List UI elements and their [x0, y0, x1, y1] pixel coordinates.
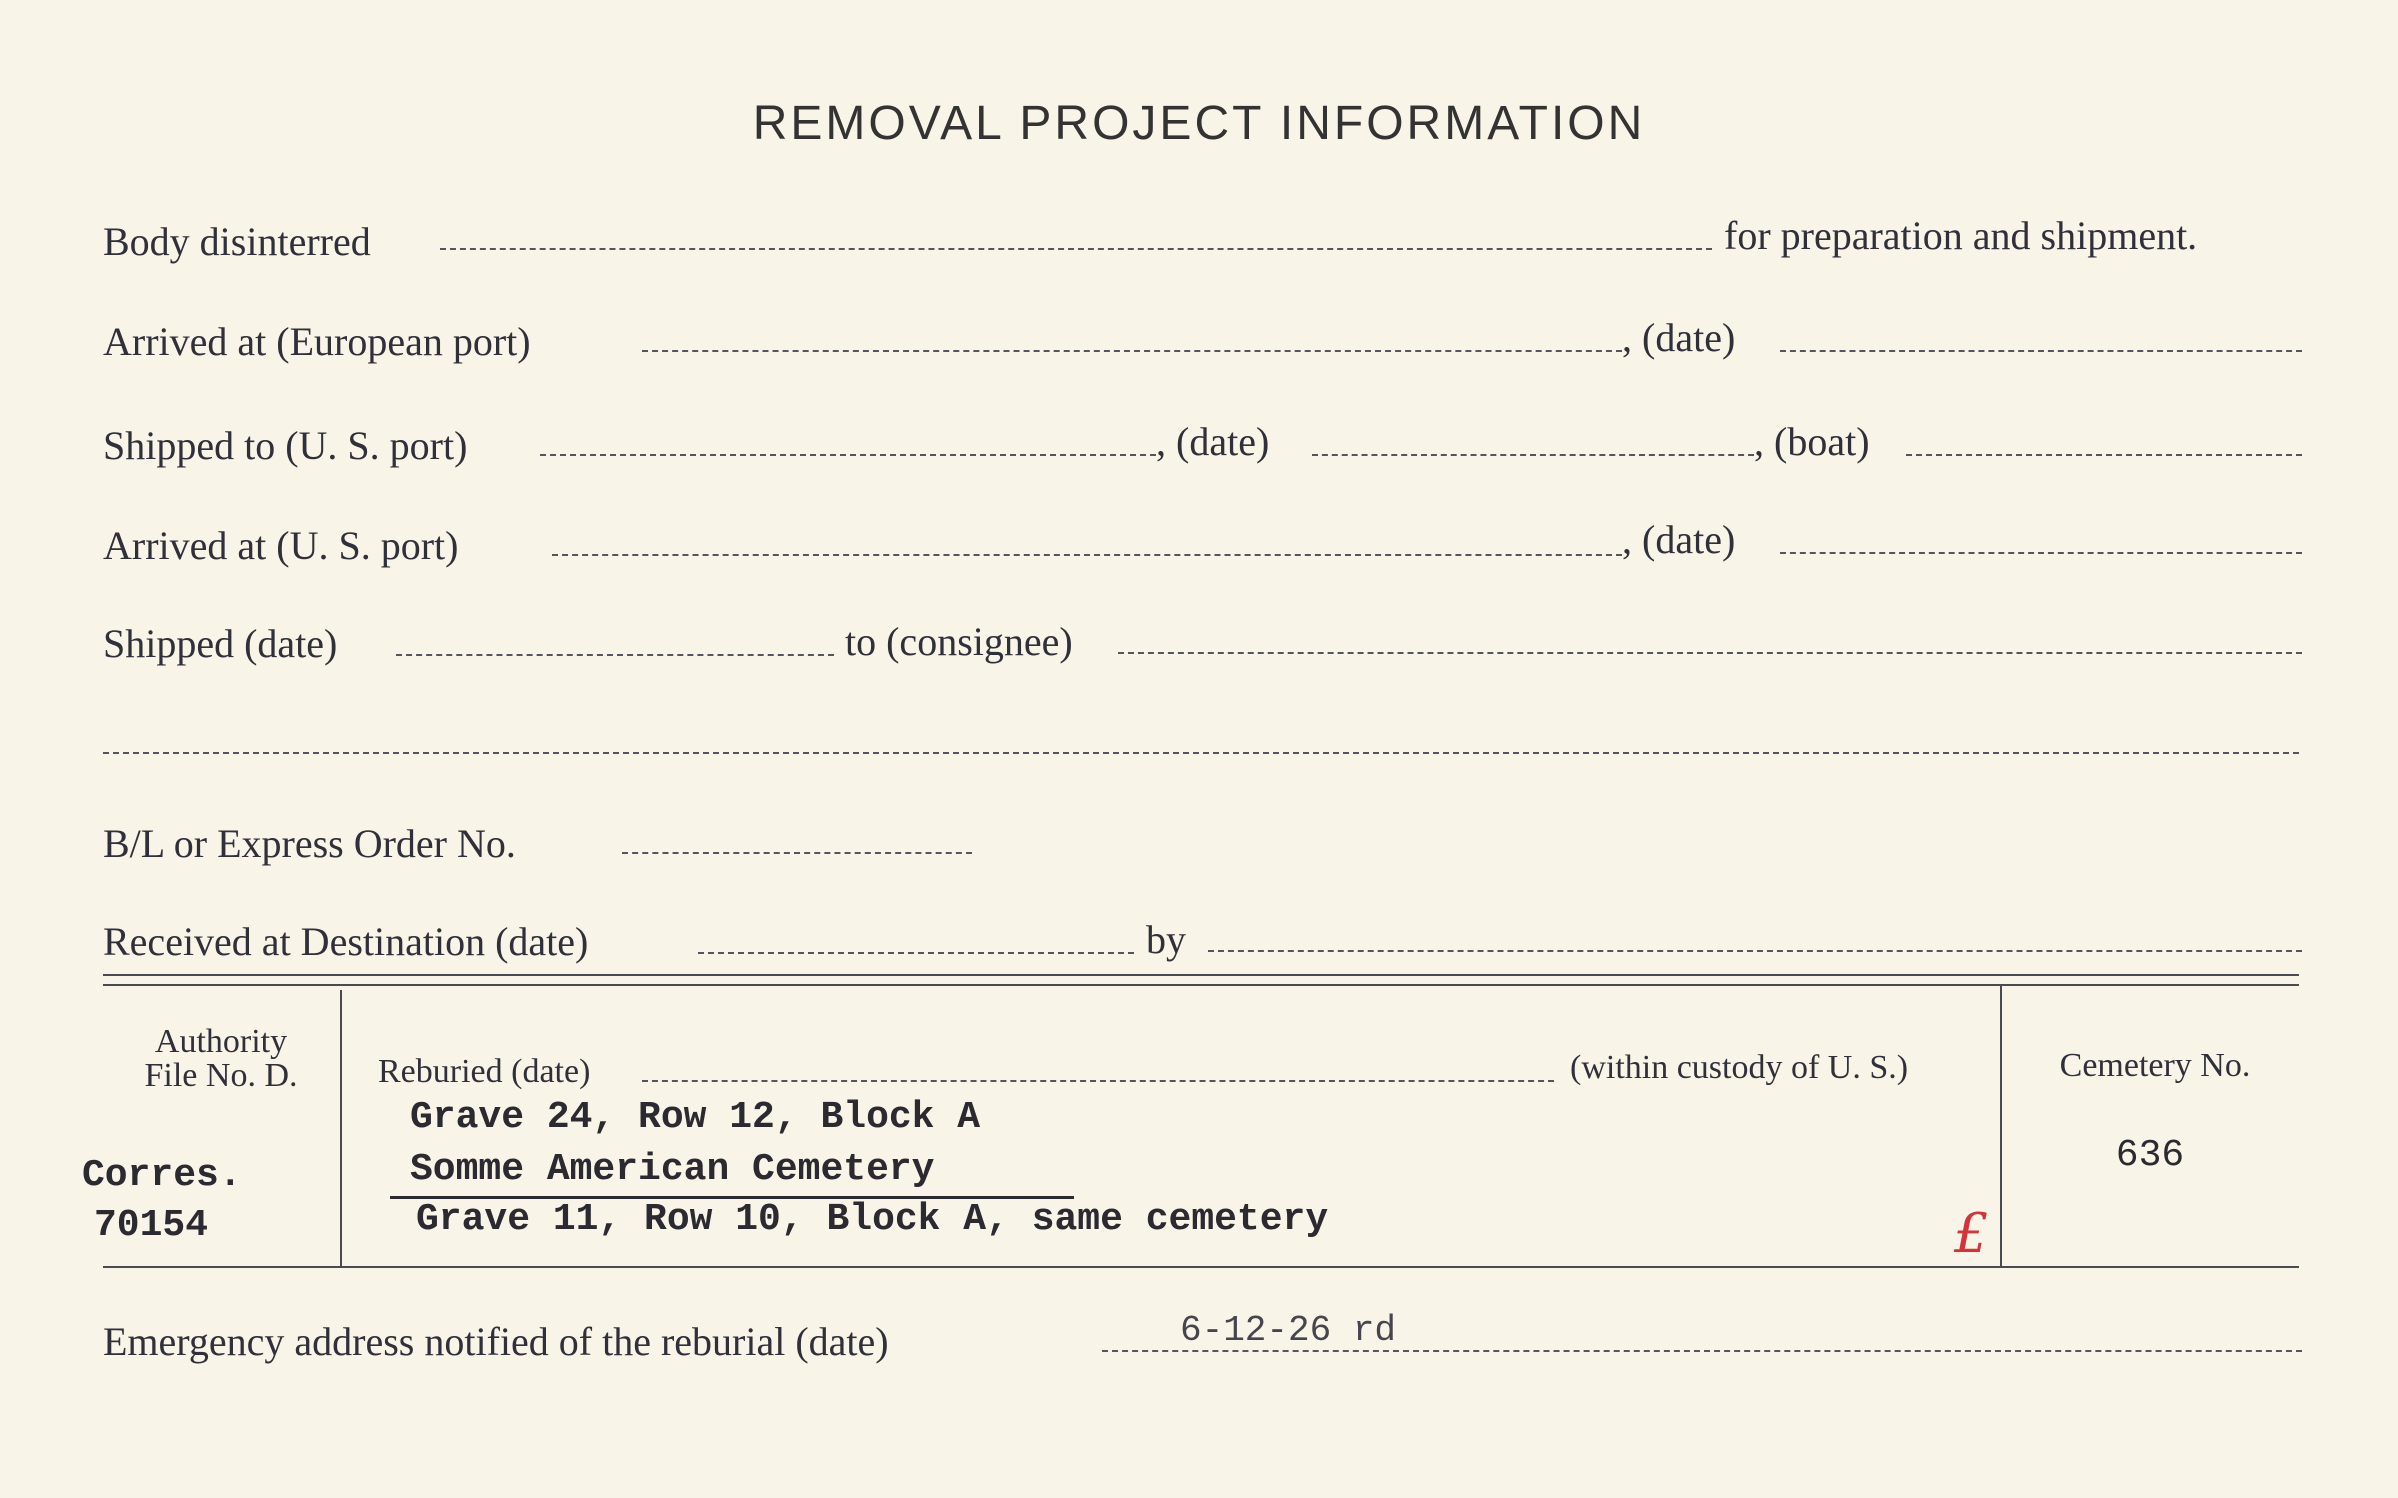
grave-line-1: Grave 24, Row 12, Block A	[410, 1096, 981, 1139]
disinterred-suffix: for preparation and shipment.	[1724, 213, 2198, 258]
shipped-us-date-field[interactable]	[1312, 454, 1754, 456]
bl-order-field[interactable]	[622, 852, 972, 854]
corres-number: 70154	[94, 1204, 209, 1247]
received-destination-label: Received at Destination (date)	[103, 919, 589, 964]
authority-label-line2: File No. D.	[144, 1057, 298, 1094]
shipped-date-field[interactable]	[396, 654, 834, 656]
table-divider-left	[340, 990, 342, 1266]
table-top-rule-2	[103, 984, 2299, 986]
authority-label-line1: Authority	[154, 1023, 288, 1060]
shipped-us-date-label: , (date)	[1156, 419, 1270, 464]
arrived-european-port-label: Arrived at (European port)	[103, 319, 531, 364]
shipped-us-boat-field[interactable]	[1906, 454, 2302, 456]
consignee-continuation-field[interactable]	[103, 752, 2299, 754]
arrived-us-date-field[interactable]	[1780, 552, 2302, 554]
shipped-us-port-field[interactable]	[540, 454, 1156, 456]
shipped-us-boat-label: , (boat)	[1754, 419, 1870, 464]
received-date-field[interactable]	[698, 952, 1134, 954]
shipped-us-port-label: Shipped to (U. S. port)	[103, 423, 468, 468]
cemetery-label: Cemetery No.	[2059, 1047, 2251, 1084]
shipped-date-label: Shipped (date)	[103, 621, 338, 666]
grave-line-3: Grave 11, Row 10, Block A, same cemetery	[416, 1198, 1329, 1241]
emergency-date-field[interactable]	[1102, 1350, 2302, 1352]
arrived-european-date-field[interactable]	[1780, 350, 2302, 352]
consignee-field[interactable]	[1118, 652, 2302, 654]
received-by-field[interactable]	[1208, 950, 2302, 952]
arrived-european-date-label: , (date)	[1622, 315, 1736, 360]
reburied-date-field[interactable]	[642, 1080, 1554, 1082]
card-title: REMOVAL PROJECT INFORMATION	[752, 97, 1646, 150]
red-check-mark: £	[1954, 1202, 1989, 1265]
custody-label: (within custody of U. S.)	[1570, 1049, 1909, 1086]
arrived-us-port-label: Arrived at (U. S. port)	[103, 523, 459, 568]
table-bottom-rule	[103, 1266, 2299, 1268]
disinterred-label: Body disinterred	[103, 219, 371, 264]
arrived-european-port-field[interactable]	[642, 350, 1622, 352]
disinterred-field[interactable]	[440, 248, 1712, 250]
grave-line-2: Somme American Cemetery	[410, 1148, 935, 1191]
consignee-label: to (consignee)	[845, 619, 1073, 664]
table-divider-right	[2000, 984, 2002, 1266]
emergency-date-value: 6-12-26 rd	[1180, 1310, 1397, 1351]
emergency-label: Emergency address notified of the reburial (date)	[103, 1319, 889, 1364]
corres-label: Corres.	[82, 1154, 242, 1197]
arrived-us-port-field[interactable]	[552, 554, 1622, 556]
cemetery-number: 636	[2115, 1134, 2185, 1177]
table-top-rule-1	[103, 974, 2299, 976]
bl-order-label: B/L or Express Order No.	[103, 821, 516, 866]
reburied-label: Reburied (date)	[378, 1053, 591, 1090]
received-by-label: by	[1146, 917, 1186, 962]
arrived-us-date-label: , (date)	[1622, 517, 1736, 562]
